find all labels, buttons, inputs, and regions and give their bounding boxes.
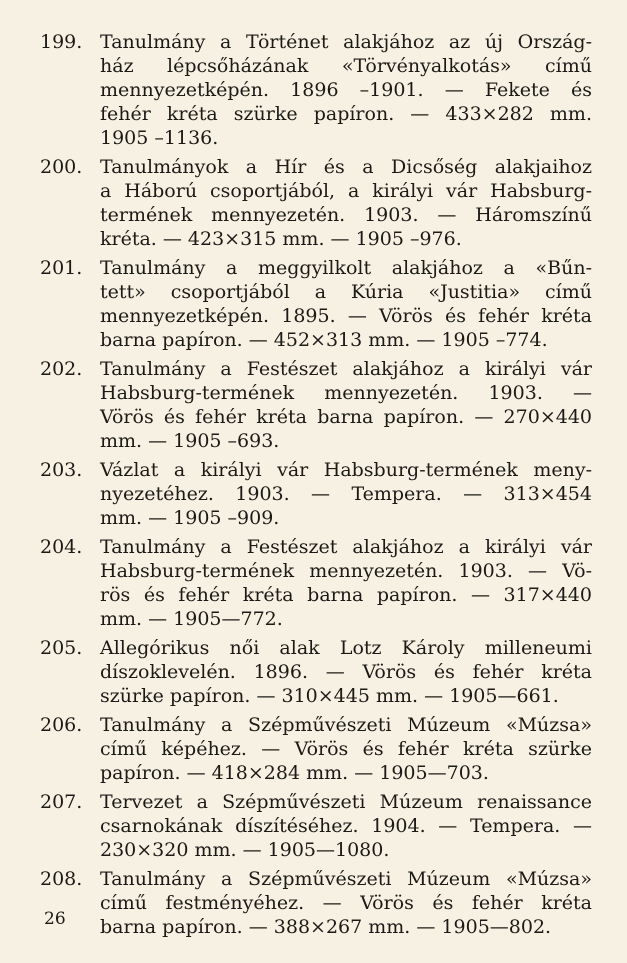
entry-text [100,790,592,862]
entry-text-line: ház lépcsőházának «Törvényalkotás» című [100,55,592,77]
entry-text-line: tett» csoportjából a Kúria «Justitia» című [100,281,592,303]
entry-text-line: kréta. — 423×315 mm. — 1905 –976. [100,228,462,250]
entry-text-line: Tanulmány a Festészet alakjához a királyi vár [100,358,592,380]
entry-text-line: díszoklevelén. 1896. — Vörös és fehér kréta [100,661,592,683]
entry-number: 199. [40,31,83,53]
entry-number: 206. [40,714,83,736]
entry-text [100,867,592,939]
catalog-entry [36,458,592,530]
catalog-entry [36,790,592,862]
entry-text-line: Vázlat a királyi vár Habsburg-termének meny- [100,459,592,481]
entry-text-line: barna papíron. — 452×313 mm. — 1905 –774. [100,329,548,351]
catalog-entry [36,30,592,150]
entry-text [100,458,592,530]
catalog-entry [36,357,592,453]
entry-text-line: Tanulmány a Történet alakjához az új Ország- [100,31,592,53]
entry-text [100,357,592,453]
entry-text-line: Habsburg-termének mennyezetén. 1903. — Vö- [100,560,592,582]
entry-text-line: mm. — 1905—772. [100,608,283,630]
entry-text-line: Tanulmány a Szépművészeti Múzeum «Múzsa» [100,714,592,736]
entry-text-line: mennyezetképén. 1896 –1901. — Fekete és [100,79,592,101]
entry-text-line: című festményéhez. — Vörös és fehér kréta [100,892,592,914]
page-number: 26 [44,909,66,929]
entry-text [100,713,592,785]
entry-text-line: Tanulmány a Szépművészeti Múzeum «Múzsa» [100,868,592,890]
entry-text-line: Allegórikus női alak Lotz Károly milleneumi [100,637,592,659]
entry-text-line: barna papíron. — 388×267 mm. — 1905—802. [100,916,552,938]
entry-text [100,636,592,708]
entry-text-line: Tervezet a Szépművészeti Múzeum renaissance [100,791,592,813]
entry-text-line: papíron. — 418×284 mm. — 1905—703. [100,762,489,784]
entry-text [100,155,592,251]
entry-text-line: mm. — 1905 –909. [100,507,280,529]
entry-text-line: 1905 –1136. [100,127,219,149]
entry-text-line: termének mennyezetén. 1903. — Háromszínű [100,204,592,226]
catalog-list [36,30,592,944]
entry-text [100,535,592,631]
entry-text-line: szürke papíron. — 310×445 mm. — 1905—661. [100,685,559,707]
entry-text-line: fehér kréta szürke papíron. — 433×282 mm. [100,103,592,125]
entry-number: 208. [40,868,83,890]
entry-number: 200. [40,156,83,178]
entry-text-line: 230×320 mm. — 1905—1080. [100,839,390,861]
catalog-entry [36,867,592,939]
entry-number: 204. [40,536,83,558]
entry-text-line: csarnokának díszítéséhez. 1904. — Tempera. — [100,815,592,837]
entry-text-line: Tanulmány a meggyilkolt alakjához a «Bűn- [100,257,592,279]
entry-text-line: Tanulmány a Festészet alakjához a királyi vár [100,536,592,558]
entry-number: 203. [40,459,83,481]
entry-number: 202. [40,358,83,380]
entry-text-line: mm. — 1905 –693. [100,430,280,452]
entry-text-line: Vörös és fehér kréta barna papíron. — 270×440 [100,406,592,428]
entry-text-line: mennyezetképén. 1895. — Vörös és fehér kréta [100,305,592,327]
entry-number: 205. [40,637,83,659]
entry-text-line: című képéhez. — Vörös és fehér kréta szürke [100,738,592,760]
catalog-entry [36,535,592,631]
catalog-entry [36,155,592,251]
entry-text-line: Habsburg-termének mennyezetén. 1903. — [100,382,592,404]
entry-text [100,256,592,352]
entry-text-line: nyezetéhez. 1903. — Tempera. — 313×454 [100,483,592,505]
entry-number: 207. [40,791,83,813]
catalog-entry [36,636,592,708]
catalog-entry [36,256,592,352]
entry-text-line: rös és fehér kréta barna papíron. — 317×440 [100,584,592,606]
entry-text-line: a Háború csoportjából, a királyi vár Habsburg- [100,180,592,202]
entry-number: 201. [40,257,83,279]
entry-text [100,30,592,150]
catalog-entry [36,713,592,785]
entry-text-line: Tanulmányok a Hír és a Dicsőség alakjaihoz [100,156,592,178]
